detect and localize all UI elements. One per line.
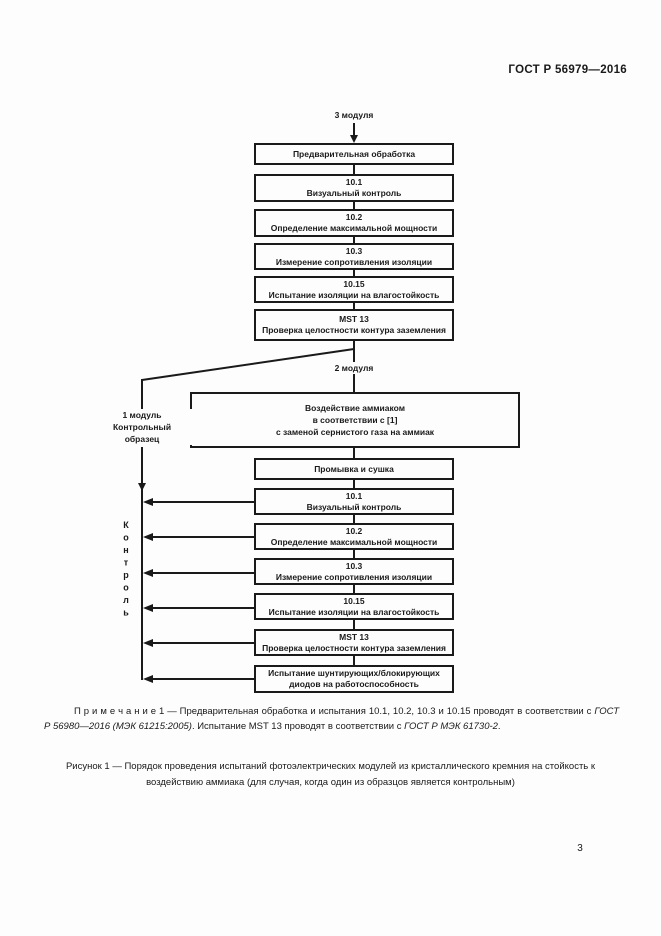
flow-box-code: 10.2 <box>345 525 363 536</box>
flow-box-wet-leakage-2 <box>254 593 454 620</box>
flow-box-title: Определение максимальной мощности <box>270 223 438 233</box>
flow-box-code: 10.3 <box>345 245 363 256</box>
flow-box-code: MST 13 <box>339 631 369 642</box>
flow-box-code: 10.3 <box>345 560 363 571</box>
flow-box-code: 10.2 <box>345 212 363 222</box>
flow-box-wet-leakage <box>254 276 454 303</box>
flow-box-code: 10.1 <box>345 177 363 187</box>
label-start-modules: 3 модуля <box>254 109 454 121</box>
flow-box-code: 10.15 <box>343 595 365 606</box>
flow-box-title: Промывка и сушка <box>314 463 394 474</box>
flow-box-max-power-2 <box>254 523 454 550</box>
page-title: ГОСТ Р 56979—2016 <box>508 64 627 76</box>
page-number: 3 <box>577 843 583 854</box>
flow-box-insulation-resistance-2 <box>254 558 454 585</box>
flow-box-title: Проверка целостности контура заземления <box>262 642 446 653</box>
flow-box-pretreatment <box>254 143 454 165</box>
flow-box-code: 10.1 <box>345 490 363 501</box>
flow-box-ammonia-exposure: Воздействие аммиаком в соответствии с [1] с заменой сернистого газа на аммиак <box>190 392 520 448</box>
label-branch-modules: 2 модуля <box>304 362 404 374</box>
flow-box-title: Визуальный контроль <box>306 188 402 198</box>
flow-box-title: Испытание изоляции на влагостойкость <box>268 606 440 617</box>
flow-box-title: Проверка целостности контура заземления <box>262 325 446 335</box>
flow-box-wash-dry <box>254 458 454 480</box>
flow-box-insulation-resistance <box>254 243 454 270</box>
flow-box-ground-continuity-2 <box>254 629 454 656</box>
flow-box-ground-continuity <box>254 309 454 341</box>
flow-box-title: Определение максимальной мощности <box>270 536 438 547</box>
note-paragraph: П р и м е ч а н и е 1 — Предварительная обработка и испытания 10.1, 10.2, 10.3 и 10.15 проводят в соответствии с ГОСТ Р 56980—2016 (МЭК 61215:2005). Испытание MST 13 проводят в соответствии с ГОСТ Р МЭК 61730-2. <box>44 706 619 732</box>
label-control-axis: Контроль <box>121 520 131 620</box>
flow-box-visual-inspection-2 <box>254 488 454 515</box>
flow-box-title: Визуальный контроль <box>306 501 402 512</box>
flow-box-title: Измерение сопротивления изоляции <box>275 256 433 267</box>
flow-box-diode-test <box>254 665 454 693</box>
label-control-sample: 1 модуль Контрольный образец <box>92 409 192 445</box>
flow-box-visual-inspection <box>254 174 454 202</box>
flow-box-max-power <box>254 209 454 237</box>
flow-box-title: Измерение сопротивления изоляции <box>275 571 433 582</box>
flow-box-title: Испытание изоляции на влагостойкость <box>268 289 440 300</box>
flow-box-code: MST 13 <box>339 314 369 324</box>
flow-box-code: 10.15 <box>343 278 365 289</box>
flow-box-title: Испытание шунтирующих/блокирующих диодов на работоспособность <box>268 668 440 689</box>
flow-box-title: Предварительная обработка <box>292 148 416 159</box>
figure-caption: Рисунок 1 — Порядок проведения испытаний фотоэлектрических модулей из кристаллического кремния на стойкость к воздействию аммиака (для случая, когда один из образцов является контрольным) <box>65 761 596 788</box>
